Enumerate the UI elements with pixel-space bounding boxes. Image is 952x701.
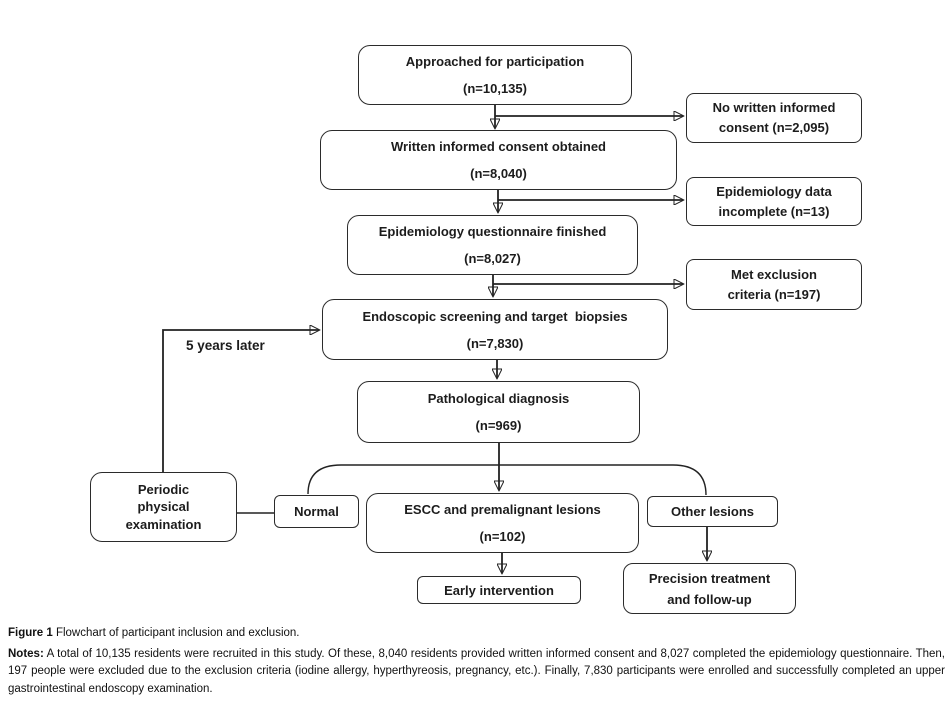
node-early-intervention [417,576,581,604]
caption-notes [8,646,945,698]
node-text-line: Approached for participation [405,54,585,69]
node-text-line: criteria (n=197) [727,286,821,302]
bracket-diagnosis-branches [308,465,706,495]
node-text-line: Pathological diagnosis [427,391,570,406]
node-questionnaire [347,215,638,275]
node-met-exclusion [686,259,862,310]
node-epi-incomplete [686,177,862,226]
node-text-line: and follow-up [667,591,752,607]
node-text-line: physical [137,499,190,515]
node-text-line: (n=7,830) [466,335,524,351]
node-approached [358,45,632,105]
node-text-line: (n=969) [475,418,522,433]
caption-title [8,626,945,641]
figure-caption [8,626,945,698]
node-endoscopic [322,299,668,360]
node-precision-treatment [623,563,796,614]
node-text-line: (n=8,040) [470,166,527,181]
node-text-line: Written informed consent obtained [391,139,606,154]
caption-notes-label: Notes: [8,648,44,660]
node-text-line: Other lesions [670,504,755,519]
node-text-line: Met exclusion [731,266,817,282]
node-text-line: consent (n=2,095) [718,120,830,135]
node-text-line: incomplete (n=13) [718,203,830,219]
caption-notes-text: A total of 10,135 residents were recruited in this study. Of these, 8,040 residents provided written informed consent and 8,027 completed the epidemiology questionnaire. Then, 197 people were excluded due to the exclusion criteria (iodine allergy, hyperthyreosis, pregnancy, etc.). Finally, 7,830 participants were enrolled and successfully completed an upper gastrointestinal endoscopy examination. [8,648,946,695]
node-text-line: Epidemiology data [716,183,832,199]
node-other-lesions [647,496,778,527]
node-text-line: (n=8,027) [464,251,521,266]
edge-label-5-years-later: 5 years later [186,338,265,353]
node-text-line: No written informed [712,100,836,115]
node-text-line: ESCC and premalignant lesions [404,502,601,517]
caption-title-text: Flowchart of participant inclusion and exclusion. [55,627,300,639]
node-text-line: (n=102) [479,529,526,544]
node-no-consent [686,93,862,143]
node-periodic-exam [90,472,237,542]
node-text-line: Periodic [137,481,190,497]
node-text-line: Epidemiology questionnaire finished [378,224,607,239]
node-text-line: Precision treatment [648,570,771,586]
node-normal [274,495,359,528]
node-text-line: examination [125,516,202,532]
node-text-line: Normal [294,504,339,519]
node-text-line: (n=10,135) [463,81,527,96]
node-consent-obtained [320,130,677,190]
caption-figure-label: Figure 1 [8,627,53,639]
node-escc [366,493,639,553]
node-pathological [357,381,640,443]
node-text-line: Endoscopic screening and target biopsies [362,308,628,324]
node-text-line: Early intervention [444,582,554,598]
